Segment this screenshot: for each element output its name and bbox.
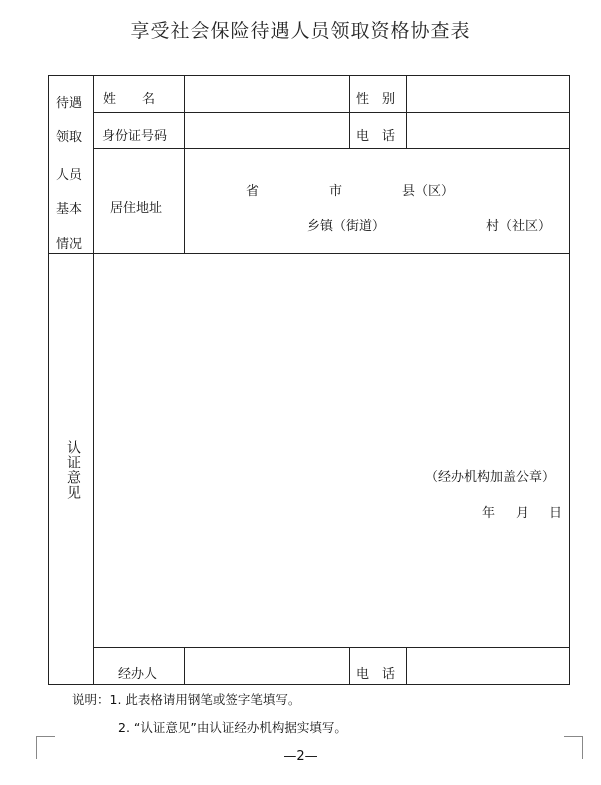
document-title: 享受社会保险待遇人员领取资格协查表 xyxy=(130,20,471,42)
col-divider xyxy=(349,647,350,684)
id-number-value-field[interactable] xyxy=(185,113,349,148)
verification-form-table xyxy=(48,75,570,685)
phone-label: 电 话 xyxy=(356,129,396,144)
handler-value-field[interactable] xyxy=(185,648,349,684)
date-month-label: 月 xyxy=(516,506,530,521)
phone-value-field[interactable] xyxy=(407,113,570,148)
col-divider xyxy=(349,76,350,148)
basic-info-label-line: 基本 xyxy=(56,202,83,217)
page-number: —2— xyxy=(283,749,318,764)
opinion-section-label: 认证意见 xyxy=(65,440,81,500)
address-value-field[interactable] xyxy=(185,149,570,253)
handler-phone-value-field[interactable] xyxy=(407,648,570,684)
date-day-label: 日 xyxy=(549,506,563,521)
gender-label: 性 别 xyxy=(356,92,396,107)
id-number-label: 身份证号码 xyxy=(102,129,168,144)
basic-info-label-line: 领取 xyxy=(56,130,83,145)
instruction-note-2: 2. “认证意见”由认证经办机构据实填写。 xyxy=(118,720,347,735)
address-province-unit: 省 xyxy=(246,184,260,199)
address-city-unit: 市 xyxy=(329,184,343,199)
opinion-text-area[interactable] xyxy=(94,254,570,647)
basic-info-label-line: 情况 xyxy=(56,237,83,252)
address-county-unit: 县（区） xyxy=(402,184,455,199)
name-value-field[interactable] xyxy=(185,76,349,112)
gender-value-field[interactable] xyxy=(407,76,570,112)
handler-phone-label: 电 话 xyxy=(356,667,396,682)
address-label: 居住地址 xyxy=(110,201,163,216)
date-year-label: 年 xyxy=(482,506,496,521)
basic-info-label-line: 人员 xyxy=(56,168,83,183)
address-village-unit: 村（社区） xyxy=(486,219,552,234)
seal-note: （经办机构加盖公章） xyxy=(425,470,556,485)
address-town-unit: 乡镇（街道） xyxy=(307,219,386,234)
basic-info-label-line: 待遇 xyxy=(56,96,83,111)
instruction-note-1: 说明：1. 此表格请用钢笔或签字笔填写。 xyxy=(72,692,301,707)
name-label: 姓 名 xyxy=(103,92,156,107)
handler-label: 经办人 xyxy=(118,667,158,682)
